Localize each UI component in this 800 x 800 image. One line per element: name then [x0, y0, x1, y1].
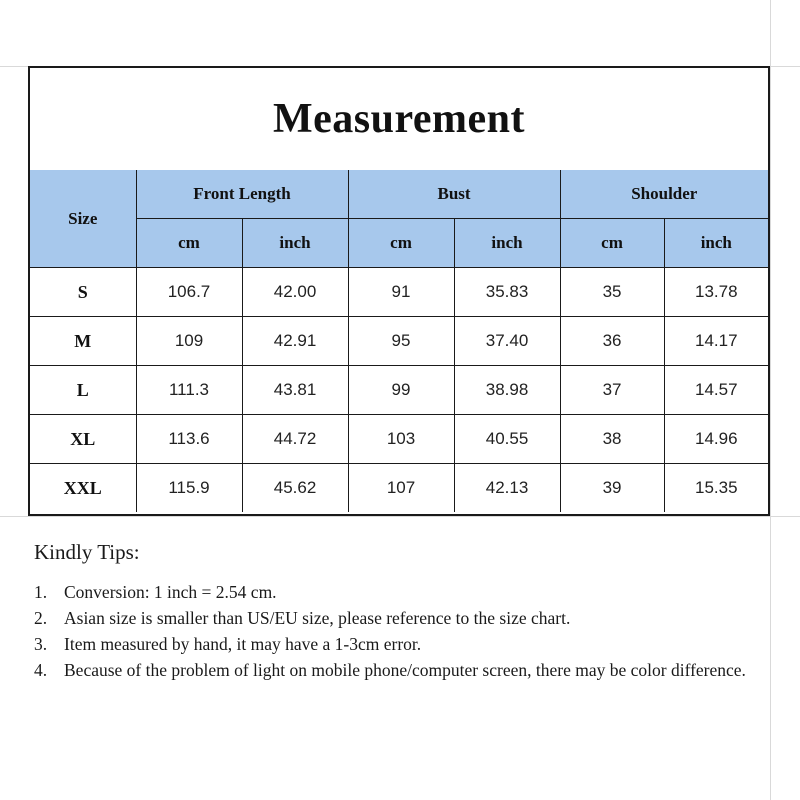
tips-title: Kindly Tips:	[34, 540, 140, 564]
size-label-cell: S	[30, 268, 136, 317]
measurement-table-box	[28, 66, 770, 516]
tip-text: Item measured by hand, it may have a 1-3cm error.	[64, 634, 422, 654]
group-header-shoulder: Shoulder	[560, 170, 768, 219]
table-cell: 42.13	[454, 464, 560, 513]
tip-text: Conversion: 1 inch = 2.54 cm.	[64, 582, 277, 602]
table-row	[30, 415, 768, 464]
tip-text: Because of the problem of light on mobile phone/computer screen, there may be color difference.	[64, 660, 746, 680]
header-row-groups	[30, 170, 768, 219]
table-row	[30, 268, 768, 317]
tip-item	[34, 605, 774, 631]
table-cell: 91	[348, 268, 454, 317]
guide-line-bottom	[0, 516, 800, 517]
tips-list	[34, 579, 774, 683]
table-cell: 38	[560, 415, 664, 464]
tip-item	[34, 657, 774, 683]
table-cell: 39	[560, 464, 664, 513]
table-cell: 113.6	[136, 415, 242, 464]
size-label-cell: L	[30, 366, 136, 415]
table-cell: 44.72	[242, 415, 348, 464]
size-label-cell: XL	[30, 415, 136, 464]
table-cell: 107	[348, 464, 454, 513]
size-label-cell: XXL	[30, 464, 136, 513]
table-title: Measurement	[30, 68, 768, 171]
unit-header: inch	[242, 219, 348, 268]
kindly-tips	[34, 540, 774, 683]
table-cell: 106.7	[136, 268, 242, 317]
table-cell: 14.57	[664, 366, 768, 415]
tip-number: 4.	[34, 660, 48, 680]
tip-number: 1.	[34, 582, 48, 602]
unit-header: inch	[664, 219, 768, 268]
table-cell: 99	[348, 366, 454, 415]
unit-header: inch	[454, 219, 560, 268]
table-cell: 13.78	[664, 268, 768, 317]
group-header-front-length: Front Length	[136, 170, 348, 219]
table-cell: 45.62	[242, 464, 348, 513]
table-cell: 36	[560, 317, 664, 366]
table-cell: 37	[560, 366, 664, 415]
table-cell: 95	[348, 317, 454, 366]
size-column-header: Size	[30, 170, 136, 268]
table-cell: 42.91	[242, 317, 348, 366]
table-cell: 15.35	[664, 464, 768, 513]
tip-text: Asian size is smaller than US/EU size, please reference to the size chart.	[64, 608, 571, 628]
table-cell: 40.55	[454, 415, 560, 464]
table-row	[30, 317, 768, 366]
tip-number: 2.	[34, 608, 48, 628]
table-row	[30, 464, 768, 513]
table-cell: 38.98	[454, 366, 560, 415]
unit-header: cm	[348, 219, 454, 268]
table-cell: 14.17	[664, 317, 768, 366]
unit-header: cm	[136, 219, 242, 268]
table-cell: 115.9	[136, 464, 242, 513]
tip-number: 3.	[34, 634, 48, 654]
table-cell: 103	[348, 415, 454, 464]
table-cell: 14.96	[664, 415, 768, 464]
header-row-units	[30, 219, 768, 268]
unit-header: cm	[560, 219, 664, 268]
group-header-bust: Bust	[348, 170, 560, 219]
tip-item	[34, 579, 774, 605]
tip-item	[34, 631, 774, 657]
table-cell: 35.83	[454, 268, 560, 317]
table-cell: 111.3	[136, 366, 242, 415]
table-cell: 35	[560, 268, 664, 317]
table-row	[30, 366, 768, 415]
table-cell: 109	[136, 317, 242, 366]
table-cell: 37.40	[454, 317, 560, 366]
size-chart-table	[30, 170, 768, 512]
table-cell: 43.81	[242, 366, 348, 415]
size-label-cell: M	[30, 317, 136, 366]
table-cell: 42.00	[242, 268, 348, 317]
